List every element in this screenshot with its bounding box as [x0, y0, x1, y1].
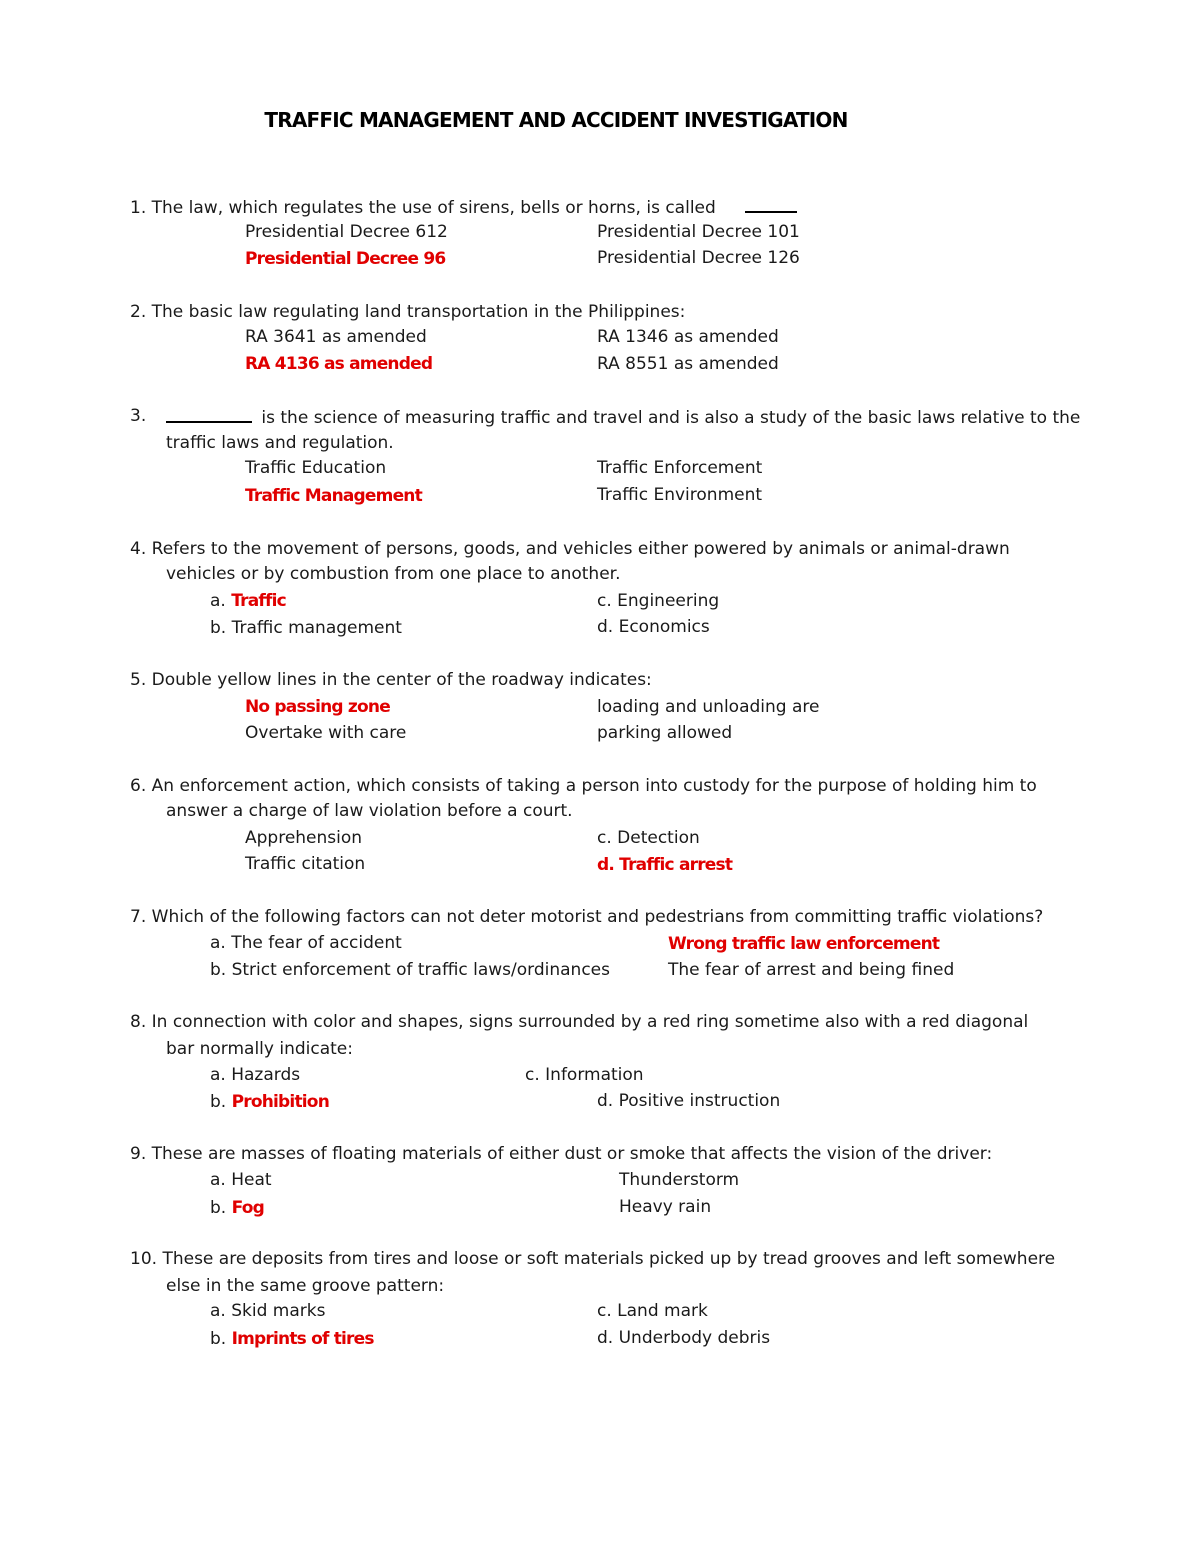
question-text: is the science of measuring traffic and travel and is also a study of the basic laws relative to the: [261, 408, 1081, 428]
question-1: [130, 195, 797, 219]
choice: Presidential Decree 612: [245, 222, 448, 242]
question-number: 3.: [130, 406, 147, 426]
question-number: 4.: [130, 539, 147, 559]
question-number: 10.: [130, 1249, 158, 1269]
question-text-cont: else in the same groove pattern:: [166, 1276, 445, 1296]
choice: Thunderstorm: [619, 1170, 740, 1190]
question-5: [130, 669, 652, 691]
choice-letter: b.: [210, 1329, 227, 1349]
question-text-cont: bar normally indicate:: [166, 1039, 353, 1059]
question-7: [130, 906, 1043, 928]
choice: c. Land mark: [597, 1301, 708, 1321]
choice: d. Economics: [597, 617, 710, 637]
choice: a. Heat: [210, 1170, 272, 1190]
question-text-cont: vehicles or by combustion from one place to another.: [166, 564, 621, 584]
choice: RA 1346 as amended: [597, 327, 779, 347]
question-text: The basic law regulating land transportation in the Philippines:: [151, 302, 686, 322]
question-text: Which of the following factors can not deter motorist and pedestrians from committing traffic violations?: [151, 907, 1044, 927]
question-8: [130, 1011, 1028, 1033]
question-number: 9.: [130, 1144, 147, 1164]
choice-correct-row: [210, 590, 286, 612]
choice: Overtake with care: [245, 723, 407, 743]
choice: Apprehension: [245, 828, 363, 848]
choice-correct: Traffic Management: [245, 486, 422, 506]
choice: Traffic Environment: [597, 485, 763, 505]
question-2: [130, 301, 685, 323]
choice: Traffic Enforcement: [597, 458, 763, 478]
choice: d. Underbody debris: [597, 1328, 771, 1348]
choice-correct-row: [210, 1197, 264, 1219]
question-text-cont: answer a charge of law violation before a court.: [166, 801, 573, 821]
choice-correct: Imprints of tires: [231, 1329, 374, 1349]
choice: c. Detection: [597, 828, 700, 848]
choice: RA 3641 as amended: [245, 327, 427, 347]
question-number: 7.: [130, 907, 147, 927]
choice: Traffic Education: [245, 458, 387, 478]
question-text: These are masses of floating materials of either dust or smoke that affects the vision of the driver:: [151, 1144, 993, 1164]
choice-correct-row: [210, 1328, 374, 1350]
question-10: [130, 1248, 1055, 1270]
question-text: These are deposits from tires and loose or soft materials picked up by tread grooves and left somewhere: [162, 1249, 1056, 1269]
answer-blank: [166, 405, 252, 423]
question-text: Refers to the movement of persons, goods, and vehicles either powered by animals or animal-drawn: [151, 539, 1010, 559]
choice: c. Engineering: [597, 591, 720, 611]
choice-correct: Prohibition: [231, 1092, 329, 1112]
question-number: 6.: [130, 776, 147, 796]
choice: Traffic citation: [245, 854, 366, 874]
question-number: 5.: [130, 670, 147, 690]
choice: b. Traffic management: [210, 618, 402, 638]
question-text: The law, which regulates the use of sirens, bells or horns, is called: [151, 198, 716, 218]
question-number: 1.: [130, 198, 147, 218]
question-4: [130, 538, 1010, 560]
choice-correct: d. Traffic arrest: [597, 855, 733, 875]
choice: parking allowed: [597, 723, 733, 743]
question-text-cont: traffic laws and regulation.: [166, 433, 394, 453]
choice: d. Positive instruction: [597, 1091, 781, 1111]
choice-correct: Presidential Decree 96: [245, 249, 446, 269]
choice-correct: Fog: [231, 1198, 264, 1218]
choice-letter: b.: [210, 1092, 227, 1112]
choice: Presidential Decree 101: [597, 222, 800, 242]
choice: Heavy rain: [619, 1197, 712, 1217]
choice: The fear of arrest and being fined: [668, 960, 955, 980]
choice: Presidential Decree 126: [597, 248, 800, 268]
choice-correct-row: [210, 1091, 329, 1113]
choice-letter: a.: [210, 591, 226, 611]
choice: RA 8551 as amended: [597, 354, 779, 374]
choice-letter: b.: [210, 1198, 227, 1218]
choice: loading and unloading are: [597, 697, 820, 717]
question-3: [166, 405, 1080, 429]
document-title: TRAFFIC MANAGEMENT AND ACCIDENT INVESTIGATION: [264, 108, 848, 132]
answer-blank: [745, 195, 797, 213]
choice: a. Skid marks: [210, 1301, 326, 1321]
choice-correct: Wrong traffic law enforcement: [668, 934, 940, 954]
question-6: [130, 775, 1037, 797]
choice: b. Strict enforcement of traffic laws/ordinances: [210, 960, 610, 980]
question-number: 2.: [130, 302, 147, 322]
choice: a. The fear of accident: [210, 933, 402, 953]
question-text: In connection with color and shapes, signs surrounded by a red ring sometime also with a red diagonal: [151, 1012, 1029, 1032]
choice: a. Hazards: [210, 1065, 301, 1085]
choice-correct: RA 4136 as amended: [245, 354, 433, 374]
choice-correct: Traffic: [231, 591, 286, 611]
question-text: An enforcement action, which consists of taking a person into custody for the purpose of holding him to: [151, 776, 1037, 796]
question-number: 8.: [130, 1012, 147, 1032]
question-text: Double yellow lines in the center of the roadway indicates:: [151, 670, 652, 690]
choice-correct: No passing zone: [245, 697, 390, 717]
choice: c. Information: [525, 1065, 644, 1085]
question-9: [130, 1143, 992, 1165]
